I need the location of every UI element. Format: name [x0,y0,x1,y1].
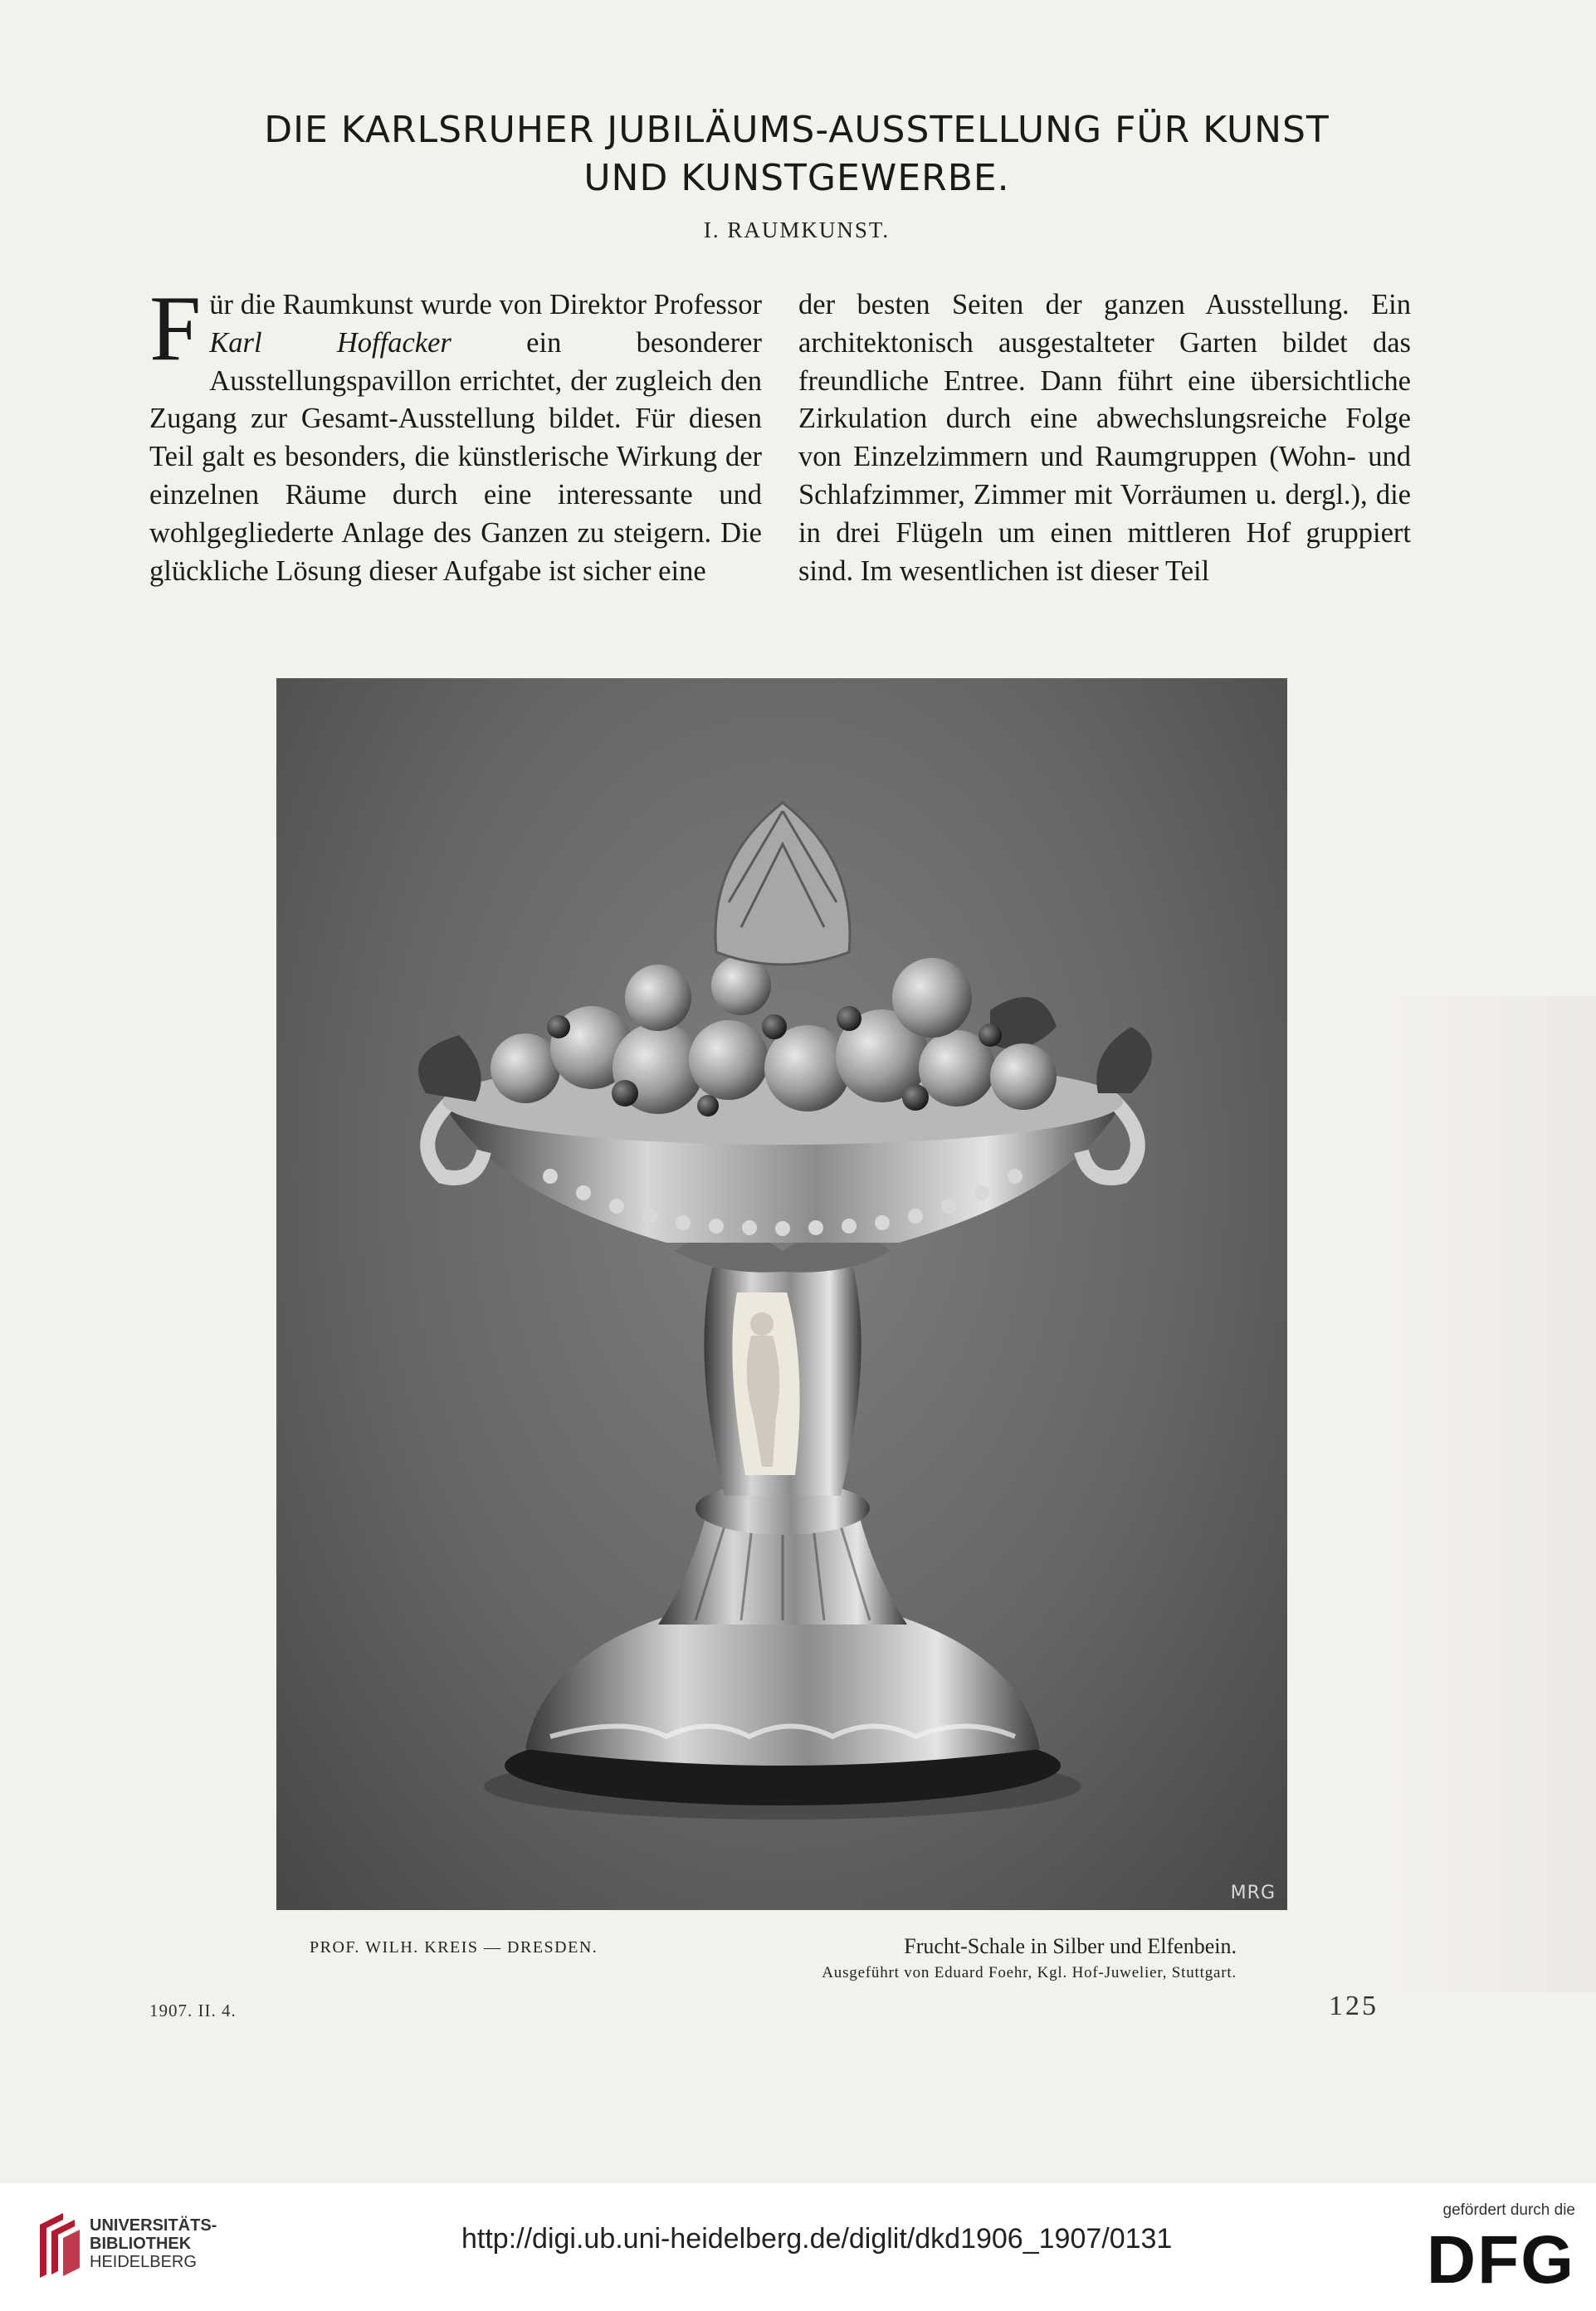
fruit-bowl-photograph [276,678,1287,1910]
bowl-foot [525,1616,1040,1766]
caption-artist: PROF. WILH. KREIS — DRESDEN. [310,1938,598,1957]
left-text-start: ür die Raumkunst wurde von Direktor Professor [209,289,762,320]
photographer-monogram: MRG [1230,1883,1276,1903]
bleed-through-shadow [1397,996,1596,1992]
funding-note: gefördert durch die [1442,2201,1575,2219]
volume-signature: 1907. II. 4. [149,2001,237,2020]
section-heading: I. RAUMKUNST. [703,217,891,242]
right-text-column [798,286,1411,590]
left-paragraph [149,277,762,590]
page-number: 125 [1329,1991,1379,2021]
library-line3: HEIDELBERG [90,2253,197,2271]
permalink-url[interactable]: http://digi.ub.uni-heidelberg.de/diglit/dkd1906_1907/0131 [461,2223,1173,2255]
library-line2: BIBLIOTHEK [90,2235,192,2253]
drop-cap: F [149,277,202,380]
viewer-footer-bar [0,2183,1596,2311]
library-line1: UNIVERSITÄTS- [90,2216,217,2235]
left-text-rest: ein besonderer Ausstellungspavillon errichtet, der zugleich den Zugang zur Gesamt-Ausstellung bildet. Für diesen Teil galt es besonders, die künstlerische Wirkung der einzelnen Räume durch eine interessante und wohlgegliederte Anlage des Ganzen zu steigern. Die glückliche Lösung dieser Aufgabe ist sicher eine [149,326,762,587]
left-text-column [149,277,762,590]
caption-maker: Ausgeführt von Eduard Foehr, Kgl. Hof-Juwelier, Stuttgart. [822,1964,1237,1981]
library-name [90,2216,217,2271]
caption-title: Frucht-Schale in Silber und Elfenbein. [904,1934,1237,1958]
article-title [149,106,1444,203]
ub-heidelberg-logo-icon[interactable] [33,2208,83,2287]
article-title-line2: UND KUNSTGEWERBE. [583,157,1010,199]
person-name-italic: Karl Hoffacker [209,326,451,359]
fruit-bowl-illustration [276,678,1287,1910]
dfg-logo[interactable]: DFG [1426,2222,1575,2298]
article-title-line1: DIE KARLSRUHER JUBILÄUMS-AUSSTELLUNG FÜR KUNST [264,109,1330,151]
right-paragraph: der besten Seiten der ganzen Ausstellung. Ein architektonisch ausgestalteter Garten bildet das freundliche Entree. Dann führt eine übersichtliche Zirkulation durch eine abwechslungsreiche Folge von Einzelzimmern und Raumgruppen (Wohn- und Schlafzimmer, Zimmer mit Vorräumen u. dergl.), die in drei Flügeln um einen mittleren Hof gruppiert sind. Im wesentlichen ist dieser Teil [798,289,1411,587]
artichoke [715,803,850,965]
